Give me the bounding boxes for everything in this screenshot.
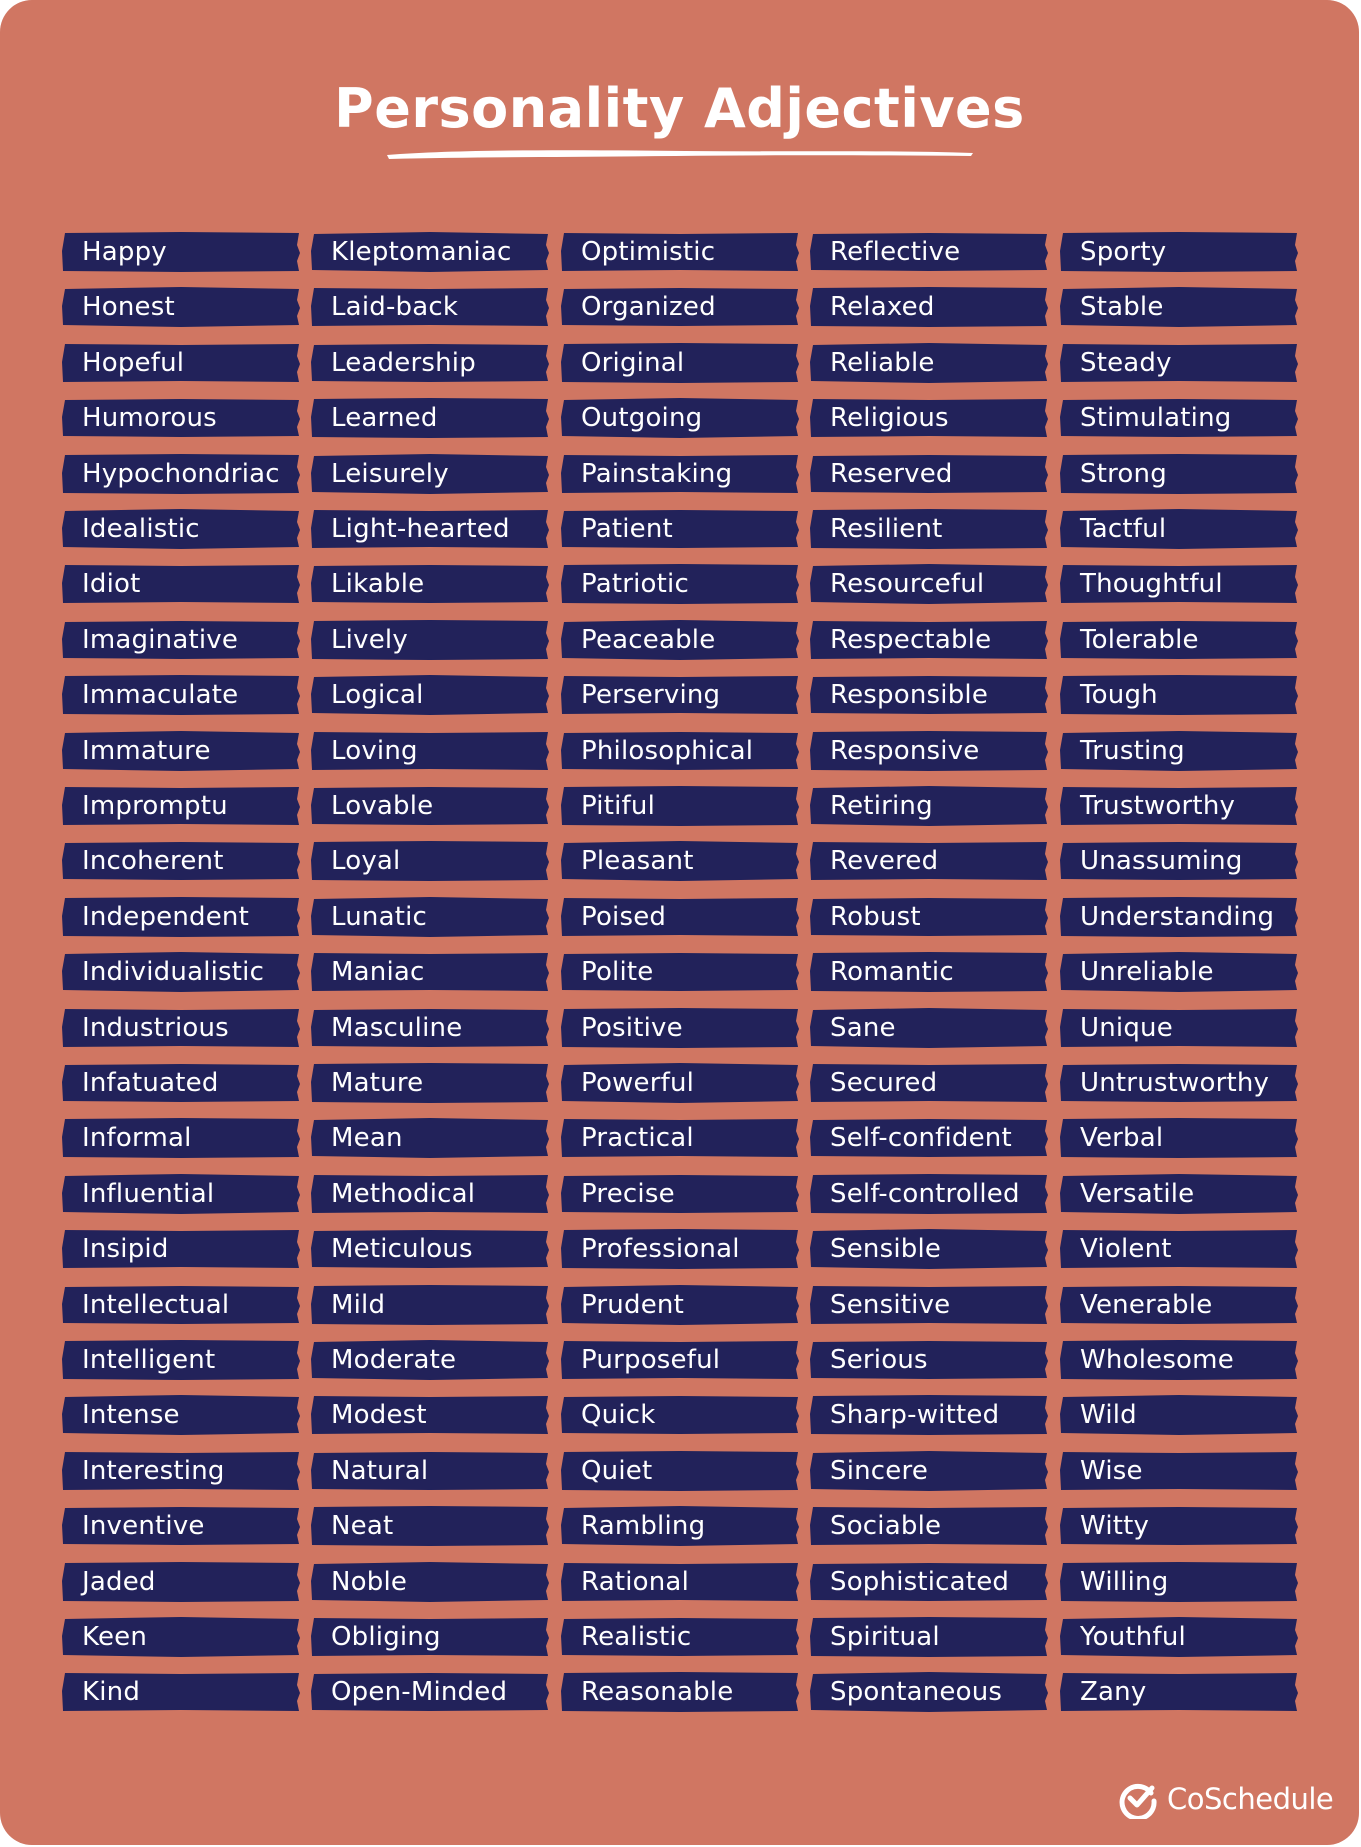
adjective-label: Powerful <box>581 1068 695 1098</box>
adjective-tag <box>809 674 1049 716</box>
adjective-label: Tolerable <box>1080 625 1199 655</box>
adjective-tag <box>560 1394 800 1436</box>
adjective-tag <box>1059 453 1299 495</box>
adjective-tag <box>1059 1450 1299 1492</box>
adjective-label: Willing <box>1080 1567 1169 1597</box>
adjective-tag <box>1059 286 1299 328</box>
page-title: Personality Adjectives <box>334 77 1025 140</box>
adjective-label: Happy <box>82 237 167 267</box>
adjective-label: Masculine <box>331 1013 463 1043</box>
adjective-label: Prudent <box>581 1290 684 1320</box>
adjective-label: Rambling <box>581 1511 706 1541</box>
adjective-label: Keen <box>82 1622 148 1652</box>
adjective-label: Humorous <box>82 403 217 433</box>
adjective-tag <box>61 1117 301 1159</box>
adjective-label: Secured <box>830 1068 938 1098</box>
adjective-label: Sociable <box>830 1511 942 1541</box>
adjective-tag <box>310 785 550 827</box>
adjective-label: Respectable <box>830 625 992 655</box>
adjective-tag <box>61 1007 301 1049</box>
adjective-label: Sane <box>830 1013 896 1043</box>
adjective-tag <box>61 1505 301 1547</box>
adjective-tag <box>560 1450 800 1492</box>
adjective-tag <box>310 619 550 661</box>
adjective-label: Spiritual <box>830 1622 940 1652</box>
adjective-label: Practical <box>581 1123 694 1153</box>
adjective-tag <box>61 508 301 550</box>
adjective-tag <box>1059 1173 1299 1215</box>
adjective-tag <box>560 1228 800 1270</box>
adjective-label: Responsive <box>830 736 980 766</box>
adjective-tag <box>61 730 301 772</box>
adjective-label: Wild <box>1080 1400 1137 1430</box>
adjective-tag <box>1059 342 1299 384</box>
adjective-tag <box>560 674 800 716</box>
adjective-label: Jaded <box>82 1567 156 1597</box>
adjective-label: Independent <box>82 902 249 932</box>
adjective-tag <box>560 1616 800 1658</box>
adjective-tag <box>61 1228 301 1270</box>
adjective-label: Reliable <box>830 348 935 378</box>
adjective-tag <box>61 840 301 882</box>
adjective-label: Reserved <box>830 459 953 489</box>
adjective-label: Quiet <box>581 1456 653 1486</box>
adjective-label: Thoughtful <box>1080 569 1223 599</box>
adjective-tag <box>61 286 301 328</box>
adjective-tag <box>61 1062 301 1104</box>
adjective-label: Sophisticated <box>830 1567 1010 1597</box>
adjective-tag <box>310 508 550 550</box>
adjective-tag <box>310 231 550 273</box>
adjective-label: Patient <box>581 514 673 544</box>
adjective-label: Sincere <box>830 1456 929 1486</box>
adjective-label: Resourceful <box>830 569 985 599</box>
adjective-label: Stimulating <box>1080 403 1232 433</box>
title-underline <box>385 146 975 160</box>
adjective-label: Lovable <box>331 791 434 821</box>
adjective-tag <box>560 1561 800 1603</box>
adjective-tag <box>310 1505 550 1547</box>
adjective-label: Leadership <box>331 348 476 378</box>
adjective-tag <box>560 1284 800 1326</box>
adjective-tag <box>61 1394 301 1436</box>
adjective-tag <box>61 785 301 827</box>
adjective-label: Original <box>581 348 685 378</box>
adjective-label: Maniac <box>331 957 425 987</box>
adjective-tag <box>1059 1117 1299 1159</box>
adjective-label: Hopeful <box>82 348 185 378</box>
adjective-tag <box>310 342 550 384</box>
adjective-label: Polite <box>581 957 654 987</box>
adjective-tag <box>809 563 1049 605</box>
adjective-tag <box>1059 1671 1299 1713</box>
adjective-label: Learned <box>331 403 438 433</box>
adjective-label: Industrious <box>82 1013 229 1043</box>
adjective-label: Untrustworthy <box>1080 1068 1270 1098</box>
adjective-tag <box>61 951 301 993</box>
adjective-tag <box>809 840 1049 882</box>
adjective-tag <box>310 1616 550 1658</box>
adjective-label: Organized <box>581 292 716 322</box>
adjective-label: Noble <box>331 1567 408 1597</box>
adjective-tag <box>310 563 550 605</box>
adjective-label: Likable <box>331 569 425 599</box>
adjective-label: Intelligent <box>82 1345 216 1375</box>
adjective-tag <box>1059 231 1299 273</box>
adjective-tag <box>310 397 550 439</box>
adjective-tag <box>809 1062 1049 1104</box>
adjective-tag <box>560 1117 800 1159</box>
adjective-label: Positive <box>581 1013 683 1043</box>
adjective-label: Infatuated <box>82 1068 219 1098</box>
adjective-tag <box>61 453 301 495</box>
adjective-tag <box>310 674 550 716</box>
adjective-label: Self-confident <box>830 1123 1012 1153</box>
adjective-tag <box>560 563 800 605</box>
adjective-label: Sensitive <box>830 1290 951 1320</box>
adjective-label: Kleptomaniac <box>331 237 512 267</box>
adjective-tag <box>61 1671 301 1713</box>
adjective-tag <box>809 1117 1049 1159</box>
adjective-tag <box>809 1671 1049 1713</box>
adjective-label: Impromptu <box>82 791 228 821</box>
adjective-tag <box>310 1284 550 1326</box>
adjective-label: Trusting <box>1080 736 1185 766</box>
adjective-tag <box>61 896 301 938</box>
adjective-label: Methodical <box>331 1179 476 1209</box>
adjective-label: Quick <box>581 1400 656 1430</box>
adjective-tag <box>310 951 550 993</box>
adjective-tag <box>61 397 301 439</box>
adjective-tag <box>560 785 800 827</box>
adjective-label: Mature <box>331 1068 424 1098</box>
adjective-tag <box>1059 1062 1299 1104</box>
adjective-tag <box>61 231 301 273</box>
adjective-tag <box>1059 1007 1299 1049</box>
adjective-tag <box>560 896 800 938</box>
adjective-tag <box>310 1173 550 1215</box>
adjective-label: Honest <box>82 292 175 322</box>
adjective-tag <box>809 1173 1049 1215</box>
adjective-label: Open-Minded <box>331 1677 508 1707</box>
adjective-label: Mean <box>331 1123 403 1153</box>
adjective-tag <box>310 896 550 938</box>
adjective-label: Light-hearted <box>331 514 510 544</box>
adjective-tag <box>1059 508 1299 550</box>
adjective-label: Philosophical <box>581 736 754 766</box>
adjective-label: Moderate <box>331 1345 457 1375</box>
adjective-tag <box>560 1671 800 1713</box>
adjective-tag <box>310 1561 550 1603</box>
adjective-label: Idealistic <box>82 514 200 544</box>
adjective-label: Modest <box>331 1400 427 1430</box>
adjective-label: Self-controlled <box>830 1179 1020 1209</box>
adjective-tag <box>809 1394 1049 1436</box>
adjective-label: Tough <box>1080 680 1158 710</box>
adjective-tag <box>61 1616 301 1658</box>
adjective-label: Peaceable <box>581 625 716 655</box>
adjective-tag <box>1059 1561 1299 1603</box>
adjective-label: Witty <box>1080 1511 1150 1541</box>
adjective-label: Incoherent <box>82 846 224 876</box>
adjective-tag <box>560 619 800 661</box>
adjective-label: Patriotic <box>581 569 689 599</box>
adjective-tag <box>1059 1394 1299 1436</box>
adjective-tag <box>560 286 800 328</box>
adjective-tag <box>1059 1616 1299 1658</box>
adjective-label: Tactful <box>1080 514 1167 544</box>
adjective-label: Responsible <box>830 680 989 710</box>
adjective-label: Robust <box>830 902 921 932</box>
adjective-tag <box>1059 1284 1299 1326</box>
adjective-label: Resilient <box>830 514 943 544</box>
adjective-tag <box>1059 619 1299 661</box>
adjective-tag <box>809 1228 1049 1270</box>
adjective-tag <box>809 231 1049 273</box>
adjective-label: Verbal <box>1080 1123 1164 1153</box>
adjective-label: Loyal <box>331 846 401 876</box>
adjective-label: Strong <box>1080 459 1167 489</box>
adjective-tag <box>560 840 800 882</box>
adjective-label: Serious <box>830 1345 928 1375</box>
adjective-tag <box>560 730 800 772</box>
adjective-tag <box>560 1173 800 1215</box>
adjective-label: Pleasant <box>581 846 694 876</box>
adjective-tag <box>61 674 301 716</box>
adjective-label: Reasonable <box>581 1677 734 1707</box>
adjective-tag <box>61 1450 301 1492</box>
adjective-tag <box>560 231 800 273</box>
adjective-tag <box>1059 1505 1299 1547</box>
adjective-label: Immature <box>82 736 211 766</box>
adjective-label: Relaxed <box>830 292 935 322</box>
adjective-tag <box>809 1616 1049 1658</box>
adjective-tag <box>560 342 800 384</box>
adjective-label: Purposeful <box>581 1345 721 1375</box>
adjective-label: Immaculate <box>82 680 239 710</box>
adjective-label: Zany <box>1080 1677 1147 1707</box>
adjective-label: Trustworthy <box>1080 791 1236 821</box>
adjective-tag <box>809 1284 1049 1326</box>
adjective-tag <box>809 508 1049 550</box>
adjective-tag <box>61 563 301 605</box>
adjective-label: Sharp-witted <box>830 1400 1000 1430</box>
adjective-label: Retiring <box>830 791 933 821</box>
adjective-label: Reflective <box>830 237 961 267</box>
adjective-tag <box>809 1561 1049 1603</box>
adjective-label: Wholesome <box>1080 1345 1234 1375</box>
logo-text: CoSchedule <box>1167 1782 1334 1816</box>
adjective-label: Intellectual <box>82 1290 230 1320</box>
adjective-tag <box>310 840 550 882</box>
adjective-tag <box>809 342 1049 384</box>
adjective-tag <box>61 342 301 384</box>
adjective-label: Poised <box>581 902 667 932</box>
adjective-tag <box>560 1339 800 1381</box>
adjective-tag <box>1059 397 1299 439</box>
adjective-tag <box>809 785 1049 827</box>
adjective-tag <box>560 508 800 550</box>
adjective-tag <box>61 1173 301 1215</box>
adjective-label: Versatile <box>1080 1179 1195 1209</box>
adjective-tag <box>1059 896 1299 938</box>
adjective-tag <box>310 1450 550 1492</box>
adjective-tag <box>809 619 1049 661</box>
adjective-tag <box>809 951 1049 993</box>
adjective-label: Steady <box>1080 348 1172 378</box>
adjective-tag <box>310 286 550 328</box>
check-circle-icon <box>1118 1779 1158 1819</box>
adjective-label: Realistic <box>581 1622 692 1652</box>
adjective-label: Professional <box>581 1234 740 1264</box>
adjective-label: Logical <box>331 680 424 710</box>
adjective-label: Informal <box>82 1123 192 1153</box>
adjective-tag <box>310 453 550 495</box>
adjective-label: Lively <box>331 625 408 655</box>
adjective-tag <box>560 1007 800 1049</box>
adjective-tag <box>809 1450 1049 1492</box>
adjective-tag <box>560 397 800 439</box>
adjective-tag <box>809 896 1049 938</box>
adjective-label: Idiot <box>82 569 141 599</box>
adjective-tag <box>560 951 800 993</box>
adjective-tag <box>560 1505 800 1547</box>
adjective-tag <box>61 1561 301 1603</box>
adjective-label: Outgoing <box>581 403 703 433</box>
adjective-tag <box>809 1007 1049 1049</box>
adjective-label: Imaginative <box>82 625 239 655</box>
adjective-label: Interesting <box>82 1456 225 1486</box>
adjective-tag <box>1059 674 1299 716</box>
adjective-tag <box>310 1228 550 1270</box>
adjective-label: Perserving <box>581 680 721 710</box>
adjective-label: Lunatic <box>331 902 428 932</box>
adjective-label: Violent <box>1080 1234 1172 1264</box>
adjective-label: Sensible <box>830 1234 942 1264</box>
adjective-label: Rational <box>581 1567 689 1597</box>
adjective-tag <box>310 1117 550 1159</box>
adjective-tag <box>1059 730 1299 772</box>
adjective-label: Spontaneous <box>830 1677 1003 1707</box>
adjective-label: Understanding <box>1080 902 1275 932</box>
adjective-tag <box>1059 1228 1299 1270</box>
adjective-tag <box>310 1062 550 1104</box>
adjective-label: Mild <box>331 1290 386 1320</box>
adjective-label: Religious <box>830 403 949 433</box>
adjective-label: Insipid <box>82 1234 169 1264</box>
adjective-tag <box>809 397 1049 439</box>
adjective-tag <box>1059 951 1299 993</box>
adjective-tag <box>809 1339 1049 1381</box>
adjective-label: Precise <box>581 1179 675 1209</box>
adjective-tag <box>61 1284 301 1326</box>
adjective-label: Venerable <box>1080 1290 1213 1320</box>
adjective-tag <box>809 286 1049 328</box>
adjective-label: Wise <box>1080 1456 1143 1486</box>
adjective-label: Individualistic <box>82 957 265 987</box>
adjective-label: Stable <box>1080 292 1164 322</box>
adjective-tag <box>560 453 800 495</box>
adjective-tag <box>310 1007 550 1049</box>
adjective-tag <box>310 1394 550 1436</box>
adjective-label: Youthful <box>1080 1622 1186 1652</box>
adjective-label: Influential <box>82 1179 215 1209</box>
adjective-tag <box>1059 1339 1299 1381</box>
adjective-tag <box>61 619 301 661</box>
adjective-tag <box>809 1505 1049 1547</box>
adjective-tag <box>310 1339 550 1381</box>
adjective-label: Pitiful <box>581 791 656 821</box>
adjective-label: Painstaking <box>581 459 733 489</box>
adjective-label: Loving <box>331 736 418 766</box>
adjective-tag <box>809 453 1049 495</box>
adjective-tag <box>1059 785 1299 827</box>
adjective-tag <box>310 1671 550 1713</box>
adjective-tag <box>61 1339 301 1381</box>
adjective-label: Unassuming <box>1080 846 1243 876</box>
adjective-label: Inventive <box>82 1511 205 1541</box>
brand-logo <box>1118 1779 1334 1819</box>
adjective-label: Sporty <box>1080 237 1167 267</box>
adjective-label: Intense <box>82 1400 180 1430</box>
adjective-label: Optimistic <box>581 237 716 267</box>
adjective-label: Leisurely <box>331 459 449 489</box>
adjective-tag <box>1059 840 1299 882</box>
adjective-tag <box>809 730 1049 772</box>
adjective-label: Revered <box>830 846 939 876</box>
adjective-label: Unreliable <box>1080 957 1214 987</box>
adjective-label: Unique <box>1080 1013 1173 1043</box>
adjective-label: Laid-back <box>331 292 459 322</box>
adjective-label: Romantic <box>830 957 954 987</box>
adjective-tag <box>1059 563 1299 605</box>
adjective-tag <box>560 1062 800 1104</box>
adjective-label: Meticulous <box>331 1234 473 1264</box>
adjective-label: Obliging <box>331 1622 441 1652</box>
adjective-tag <box>310 730 550 772</box>
adjective-label: Neat <box>331 1511 394 1541</box>
adjective-label: Kind <box>82 1677 141 1707</box>
adjective-label: Natural <box>331 1456 429 1486</box>
adjective-label: Hypochondriac <box>82 459 280 489</box>
